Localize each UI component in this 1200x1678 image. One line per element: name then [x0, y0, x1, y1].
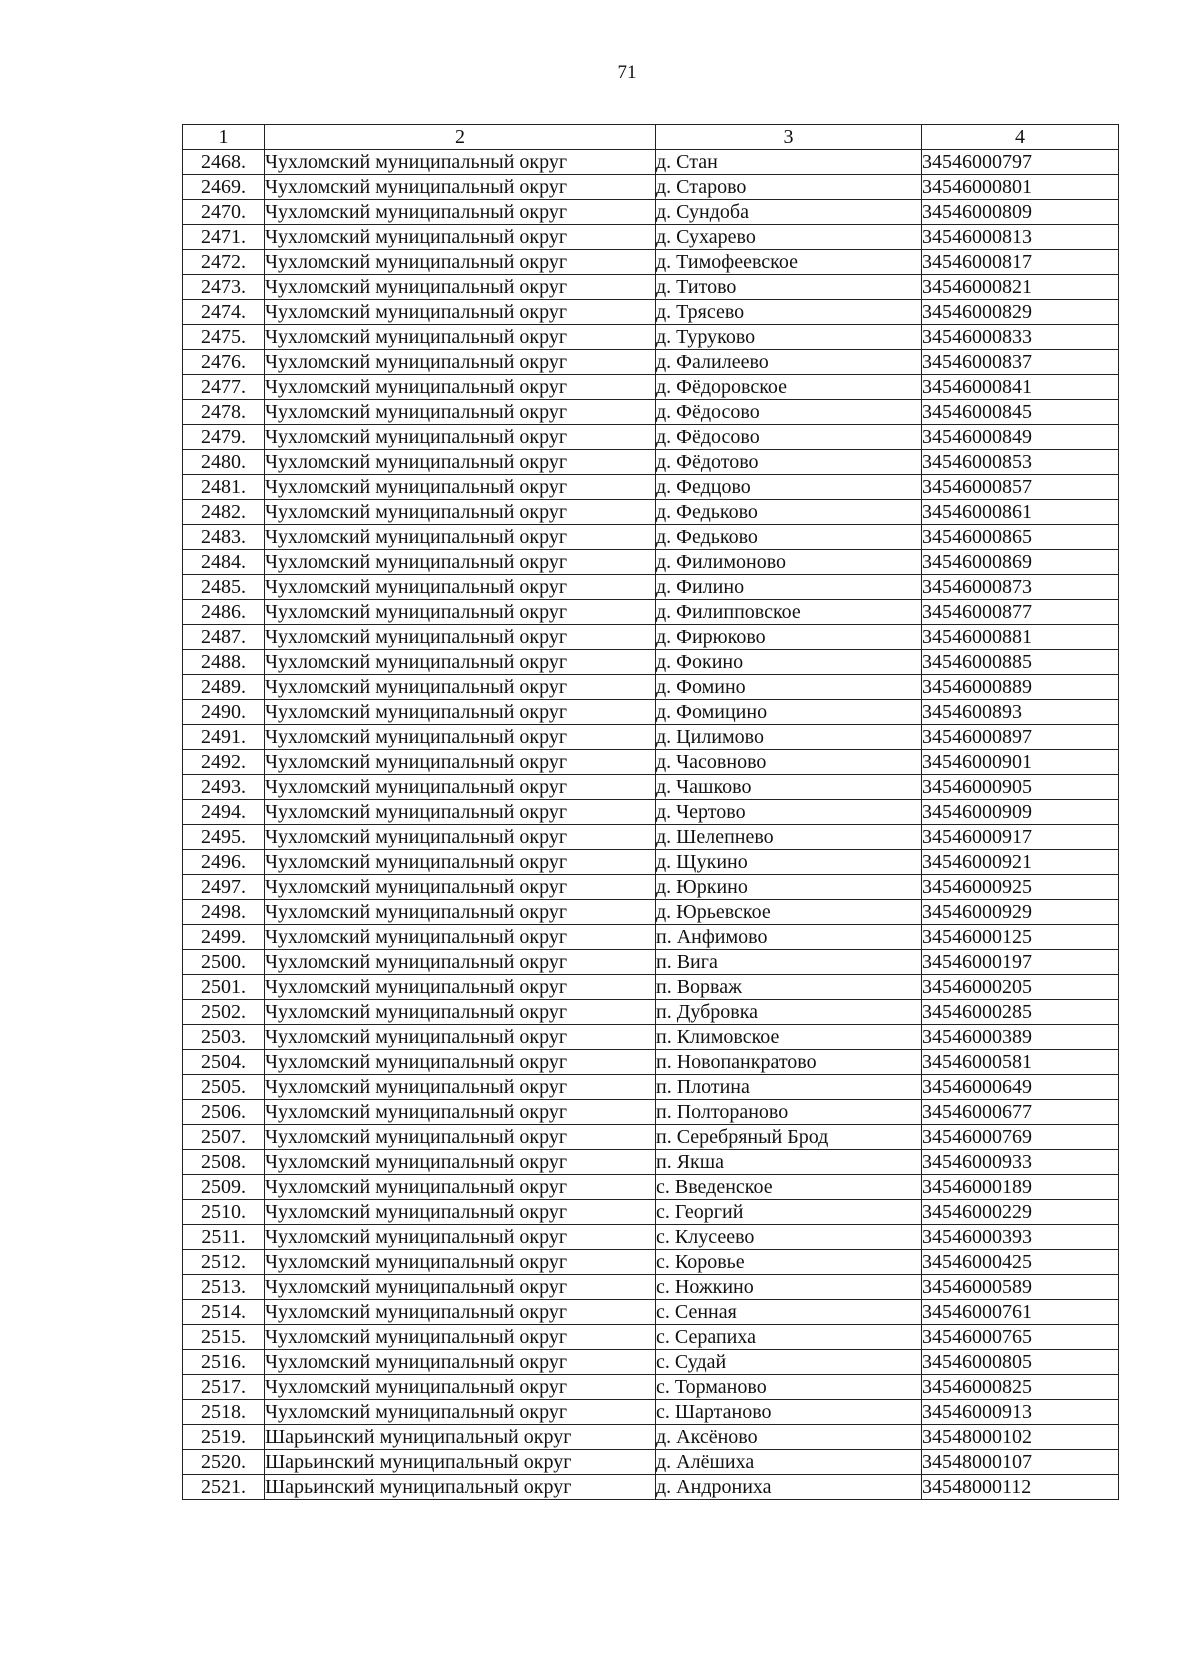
row-number-cell: 2478.: [183, 400, 265, 425]
municipality-cell: Чухломский муниципальный округ: [265, 325, 656, 350]
row-number-cell: 2508.: [183, 1150, 265, 1175]
municipality-cell: Чухломский муниципальный округ: [265, 450, 656, 475]
row-number-cell: 2495.: [183, 825, 265, 850]
oktmo-code-cell: 34546000917: [922, 825, 1119, 850]
oktmo-code-cell: 34546000889: [922, 675, 1119, 700]
settlement-cell: п. Новопанкратово: [656, 1050, 922, 1075]
row-number-cell: 2481.: [183, 475, 265, 500]
municipality-cell: Чухломский муниципальный округ: [265, 1175, 656, 1200]
settlement-cell: д. Фёдосово: [656, 425, 922, 450]
table-row: [183, 200, 1119, 225]
table-row: [183, 325, 1119, 350]
municipality-cell: Чухломский муниципальный округ: [265, 1350, 656, 1375]
municipality-cell: Чухломский муниципальный округ: [265, 1325, 656, 1350]
settlement-cell: д. Стан: [656, 150, 922, 175]
municipality-cell: Чухломский муниципальный округ: [265, 300, 656, 325]
table-row: [183, 550, 1119, 575]
table-header: [183, 125, 1119, 150]
row-number-cell: 2471.: [183, 225, 265, 250]
oktmo-code-cell: 34546000229: [922, 1200, 1119, 1225]
row-number-cell: 2519.: [183, 1425, 265, 1450]
settlement-cell: д. Цилимово: [656, 725, 922, 750]
oktmo-code-cell: 34546000881: [922, 625, 1119, 650]
row-number-cell: 2517.: [183, 1375, 265, 1400]
row-number-cell: 2498.: [183, 900, 265, 925]
settlement-cell: д. Чашково: [656, 775, 922, 800]
municipality-cell: Чухломский муниципальный округ: [265, 800, 656, 825]
settlement-cell: п. Серебряный Брод: [656, 1125, 922, 1150]
table-row: [183, 1125, 1119, 1150]
table-row: [183, 1250, 1119, 1275]
row-number-cell: 2490.: [183, 700, 265, 725]
row-number-cell: 2516.: [183, 1350, 265, 1375]
oktmo-code-cell: 34546000809: [922, 200, 1119, 225]
municipality-cell: Чухломский муниципальный округ: [265, 975, 656, 1000]
municipality-cell: Чухломский муниципальный округ: [265, 1125, 656, 1150]
settlement-cell: д. Филипповское: [656, 600, 922, 625]
settlement-cell: с. Ножкино: [656, 1275, 922, 1300]
oktmo-code-cell: 34546000813: [922, 225, 1119, 250]
oktmo-code-cell: 34546000125: [922, 925, 1119, 950]
row-number-cell: 2500.: [183, 950, 265, 975]
row-number-cell: 2513.: [183, 1275, 265, 1300]
settlement-cell: п. Дубровка: [656, 1000, 922, 1025]
settlement-cell: д. Фомицино: [656, 700, 922, 725]
table-row: [183, 825, 1119, 850]
row-number-cell: 2506.: [183, 1100, 265, 1125]
table-row: [183, 1000, 1119, 1025]
municipality-cell: Чухломский муниципальный округ: [265, 550, 656, 575]
table-row: [183, 350, 1119, 375]
municipality-cell: Чухломский муниципальный округ: [265, 850, 656, 875]
table-row: [183, 850, 1119, 875]
oktmo-code-cell: 34546000865: [922, 525, 1119, 550]
settlement-cell: д. Фёдотово: [656, 450, 922, 475]
table-row: [183, 375, 1119, 400]
settlement-cell: д. Федьково: [656, 500, 922, 525]
settlement-cell: с. Введенское: [656, 1175, 922, 1200]
settlement-cell: п. Вига: [656, 950, 922, 975]
oktmo-code-cell: 34546000837: [922, 350, 1119, 375]
table-row: [183, 225, 1119, 250]
oktmo-code-cell: 34546000913: [922, 1400, 1119, 1425]
settlement-cell: д. Юркино: [656, 875, 922, 900]
settlement-cell: д. Федьково: [656, 525, 922, 550]
municipality-cell: Чухломский муниципальный округ: [265, 400, 656, 425]
table-row: [183, 675, 1119, 700]
row-number-cell: 2515.: [183, 1325, 265, 1350]
row-number-cell: 2505.: [183, 1075, 265, 1100]
row-number-cell: 2497.: [183, 875, 265, 900]
settlement-cell: д. Фомино: [656, 675, 922, 700]
settlement-cell: с. Коровье: [656, 1250, 922, 1275]
table-row: [183, 300, 1119, 325]
row-number-cell: 2502.: [183, 1000, 265, 1025]
oktmo-code-cell: 34546000845: [922, 400, 1119, 425]
table-row: [183, 1400, 1119, 1425]
municipality-cell: Чухломский муниципальный округ: [265, 1150, 656, 1175]
oktmo-code-cell: 34546000925: [922, 875, 1119, 900]
municipality-cell: Чухломский муниципальный округ: [265, 600, 656, 625]
oktmo-code-cell: 34546000909: [922, 800, 1119, 825]
settlement-cell: с. Торманово: [656, 1375, 922, 1400]
settlement-cell: д. Алёшиха: [656, 1450, 922, 1475]
table-row: [183, 150, 1119, 175]
row-number-cell: 2503.: [183, 1025, 265, 1050]
table-row: [183, 250, 1119, 275]
oktmo-code-cell: 34546000189: [922, 1175, 1119, 1200]
municipality-cell: Чухломский муниципальный округ: [265, 825, 656, 850]
settlement-cell: д. Фалилеево: [656, 350, 922, 375]
municipality-cell: Чухломский муниципальный округ: [265, 1225, 656, 1250]
table-row: [183, 900, 1119, 925]
row-number-cell: 2479.: [183, 425, 265, 450]
table-row: [183, 1475, 1119, 1500]
row-number-cell: 2474.: [183, 300, 265, 325]
oktmo-code-cell: 34546000389: [922, 1025, 1119, 1050]
row-number-cell: 2485.: [183, 575, 265, 600]
settlement-cell: д. Федцово: [656, 475, 922, 500]
municipality-cell: Чухломский муниципальный округ: [265, 1300, 656, 1325]
municipality-cell: Чухломский муниципальный округ: [265, 200, 656, 225]
settlement-cell: д. Фирюково: [656, 625, 922, 650]
municipality-cell: Чухломский муниципальный округ: [265, 750, 656, 775]
row-number-cell: 2493.: [183, 775, 265, 800]
settlement-cell: п. Плотина: [656, 1075, 922, 1100]
oktmo-code-cell: 34546000849: [922, 425, 1119, 450]
municipality-cell: Чухломский муниципальный округ: [265, 150, 656, 175]
municipality-cell: Чухломский муниципальный округ: [265, 275, 656, 300]
oktmo-code-cell: 3454600893: [922, 700, 1119, 725]
table-body: [183, 150, 1119, 1500]
oktmo-code-cell: 34546000649: [922, 1075, 1119, 1100]
municipality-cell: Чухломский муниципальный округ: [265, 425, 656, 450]
row-number-cell: 2484.: [183, 550, 265, 575]
municipality-cell: Чухломский муниципальный округ: [265, 1275, 656, 1300]
row-number-cell: 2475.: [183, 325, 265, 350]
settlement-cell: п. Ворваж: [656, 975, 922, 1000]
row-number-cell: 2477.: [183, 375, 265, 400]
table-row: [183, 1175, 1119, 1200]
row-number-cell: 2491.: [183, 725, 265, 750]
municipality-cell: Чухломский муниципальный округ: [265, 1200, 656, 1225]
settlement-cell: п. Полтораново: [656, 1100, 922, 1125]
oktmo-code-cell: 34546000821: [922, 275, 1119, 300]
municipality-cell: Чухломский муниципальный округ: [265, 475, 656, 500]
oktmo-code-cell: 34546000897: [922, 725, 1119, 750]
row-number-cell: 2488.: [183, 650, 265, 675]
municipality-cell: Шарьинский муниципальный округ: [265, 1425, 656, 1450]
row-number-cell: 2496.: [183, 850, 265, 875]
municipality-cell: Чухломский муниципальный округ: [265, 1250, 656, 1275]
oktmo-code-cell: 34546000921: [922, 850, 1119, 875]
row-number-cell: 2520.: [183, 1450, 265, 1475]
settlement-cell: п. Якша: [656, 1150, 922, 1175]
oktmo-code-cell: 34548000107: [922, 1450, 1119, 1475]
municipality-cell: Чухломский муниципальный округ: [265, 775, 656, 800]
municipality-cell: Шарьинский муниципальный округ: [265, 1450, 656, 1475]
oktmo-code-cell: 34548000102: [922, 1425, 1119, 1450]
table-row: [183, 950, 1119, 975]
row-number-cell: 2482.: [183, 500, 265, 525]
oktmo-code-cell: 34546000877: [922, 600, 1119, 625]
row-number-cell: 2504.: [183, 1050, 265, 1075]
oktmo-code-cell: 34546000205: [922, 975, 1119, 1000]
municipality-cell: Чухломский муниципальный округ: [265, 500, 656, 525]
row-number-cell: 2487.: [183, 625, 265, 650]
table-row: [183, 1100, 1119, 1125]
settlement-cell: п. Климовское: [656, 1025, 922, 1050]
row-number-cell: 2468.: [183, 150, 265, 175]
settlement-cell: п. Анфимово: [656, 925, 922, 950]
municipality-cell: Чухломский муниципальный округ: [265, 575, 656, 600]
municipality-cell: Чухломский муниципальный округ: [265, 1000, 656, 1025]
row-number-cell: 2489.: [183, 675, 265, 700]
oktmo-code-cell: 34546000801: [922, 175, 1119, 200]
table-row: [183, 175, 1119, 200]
settlement-cell: д. Фёдосово: [656, 400, 922, 425]
table-row: [183, 500, 1119, 525]
municipality-cell: Чухломский муниципальный округ: [265, 950, 656, 975]
row-number-cell: 2480.: [183, 450, 265, 475]
settlement-cell: д. Старово: [656, 175, 922, 200]
table-row: [183, 700, 1119, 725]
table-row: [183, 275, 1119, 300]
header-row: [183, 125, 1119, 150]
settlement-cell: д. Филино: [656, 575, 922, 600]
municipality-cell: Чухломский муниципальный округ: [265, 1050, 656, 1075]
table-row: [183, 1225, 1119, 1250]
settlement-cell: д. Андрониха: [656, 1475, 922, 1500]
oktmo-code-cell: 34546000285: [922, 1000, 1119, 1025]
municipality-cell: Чухломский муниципальный округ: [265, 675, 656, 700]
header-col-4: 4: [922, 125, 1119, 150]
row-number-cell: 2492.: [183, 750, 265, 775]
table-row: [183, 1375, 1119, 1400]
row-number-cell: 2514.: [183, 1300, 265, 1325]
settlement-cell: с. Георгий: [656, 1200, 922, 1225]
header-col-1: 1: [183, 125, 265, 150]
table-row: [183, 1275, 1119, 1300]
table-row: [183, 775, 1119, 800]
municipality-cell: Чухломский муниципальный округ: [265, 875, 656, 900]
settlement-cell: д. Туруково: [656, 325, 922, 350]
row-number-cell: 2521.: [183, 1475, 265, 1500]
municipality-cell: Чухломский муниципальный округ: [265, 1075, 656, 1100]
municipality-cell: Чухломский муниципальный округ: [265, 175, 656, 200]
oktmo-code-cell: 34546000769: [922, 1125, 1119, 1150]
settlement-registry-table: [182, 124, 1119, 1500]
oktmo-code-cell: 34546000853: [922, 450, 1119, 475]
oktmo-code-cell: 34546000933: [922, 1150, 1119, 1175]
settlement-cell: д. Чертово: [656, 800, 922, 825]
table-row: [183, 600, 1119, 625]
table-row: [183, 450, 1119, 475]
oktmo-code-cell: 34546000857: [922, 475, 1119, 500]
row-number-cell: 2476.: [183, 350, 265, 375]
oktmo-code-cell: 34546000797: [922, 150, 1119, 175]
row-number-cell: 2501.: [183, 975, 265, 1000]
row-number-cell: 2472.: [183, 250, 265, 275]
row-number-cell: 2518.: [183, 1400, 265, 1425]
oktmo-code-cell: 34546000677: [922, 1100, 1119, 1125]
table-row: [183, 1325, 1119, 1350]
municipality-cell: Чухломский муниципальный округ: [265, 525, 656, 550]
row-number-cell: 2509.: [183, 1175, 265, 1200]
settlement-cell: д. Щукино: [656, 850, 922, 875]
municipality-cell: Чухломский муниципальный округ: [265, 925, 656, 950]
row-number-cell: 2507.: [183, 1125, 265, 1150]
row-number-cell: 2499.: [183, 925, 265, 950]
oktmo-code-cell: 34546000197: [922, 950, 1119, 975]
row-number-cell: 2470.: [183, 200, 265, 225]
oktmo-code-cell: 34546000833: [922, 325, 1119, 350]
page-number: 71: [617, 62, 637, 83]
table-row: [183, 575, 1119, 600]
oktmo-code-cell: 34546000905: [922, 775, 1119, 800]
oktmo-code-cell: 34546000873: [922, 575, 1119, 600]
table-row: [183, 925, 1119, 950]
municipality-cell: Чухломский муниципальный округ: [265, 1375, 656, 1400]
settlement-cell: с. Судай: [656, 1350, 922, 1375]
municipality-cell: Чухломский муниципальный округ: [265, 900, 656, 925]
table-row: [183, 1150, 1119, 1175]
municipality-cell: Чухломский муниципальный округ: [265, 1100, 656, 1125]
municipality-cell: Чухломский муниципальный округ: [265, 725, 656, 750]
row-number-cell: 2512.: [183, 1250, 265, 1275]
oktmo-code-cell: 34546000817: [922, 250, 1119, 275]
settlement-cell: д. Тимофеевское: [656, 250, 922, 275]
settlement-cell: с. Клусеево: [656, 1225, 922, 1250]
settlement-cell: д. Юрьевское: [656, 900, 922, 925]
municipality-cell: Чухломский муниципальный округ: [265, 1025, 656, 1050]
table-row: [183, 1450, 1119, 1475]
oktmo-code-cell: 34546000829: [922, 300, 1119, 325]
municipality-cell: Чухломский муниципальный округ: [265, 250, 656, 275]
table-row: [183, 425, 1119, 450]
settlement-cell: д. Шелепнево: [656, 825, 922, 850]
settlement-cell: с. Сенная: [656, 1300, 922, 1325]
municipality-cell: Чухломский муниципальный округ: [265, 1400, 656, 1425]
header-col-2: 2: [265, 125, 656, 150]
table-row: [183, 1025, 1119, 1050]
table-row: [183, 750, 1119, 775]
settlement-cell: с. Серапиха: [656, 1325, 922, 1350]
oktmo-code-cell: 34546000393: [922, 1225, 1119, 1250]
municipality-cell: Чухломский муниципальный округ: [265, 700, 656, 725]
table-row: [183, 625, 1119, 650]
settlement-cell: д. Фёдоровское: [656, 375, 922, 400]
oktmo-code-cell: 34546000841: [922, 375, 1119, 400]
header-col-3: 3: [656, 125, 922, 150]
table-row: [183, 1300, 1119, 1325]
oktmo-code-cell: 34546000765: [922, 1325, 1119, 1350]
settlement-cell: д. Сундоба: [656, 200, 922, 225]
table-row: [183, 650, 1119, 675]
settlement-cell: д. Фокино: [656, 650, 922, 675]
municipality-cell: Чухломский муниципальный округ: [265, 350, 656, 375]
table-row: [183, 1050, 1119, 1075]
table-row: [183, 1425, 1119, 1450]
municipality-cell: Шарьинский муниципальный округ: [265, 1475, 656, 1500]
oktmo-code-cell: 34546000589: [922, 1275, 1119, 1300]
table-row: [183, 975, 1119, 1000]
municipality-cell: Чухломский муниципальный округ: [265, 375, 656, 400]
row-number-cell: 2494.: [183, 800, 265, 825]
table-row: [183, 1200, 1119, 1225]
settlement-cell: д. Титово: [656, 275, 922, 300]
settlement-cell: д. Трясево: [656, 300, 922, 325]
table-row: [183, 725, 1119, 750]
table-row: [183, 1350, 1119, 1375]
oktmo-code-cell: 34546000885: [922, 650, 1119, 675]
table-row: [183, 800, 1119, 825]
oktmo-code-cell: 34546000425: [922, 1250, 1119, 1275]
oktmo-code-cell: 34546000825: [922, 1375, 1119, 1400]
settlement-cell: с. Шартаново: [656, 1400, 922, 1425]
row-number-cell: 2486.: [183, 600, 265, 625]
table-row: [183, 1075, 1119, 1100]
row-number-cell: 2473.: [183, 275, 265, 300]
oktmo-code-cell: 34546000929: [922, 900, 1119, 925]
oktmo-code-cell: 34546000861: [922, 500, 1119, 525]
settlement-cell: д. Часовново: [656, 750, 922, 775]
settlement-cell: д. Сухарево: [656, 225, 922, 250]
oktmo-code-cell: 34546000761: [922, 1300, 1119, 1325]
oktmo-code-cell: 34546000901: [922, 750, 1119, 775]
table-row: [183, 525, 1119, 550]
row-number-cell: 2483.: [183, 525, 265, 550]
municipality-cell: Чухломский муниципальный округ: [265, 625, 656, 650]
oktmo-code-cell: 34546000869: [922, 550, 1119, 575]
settlement-cell: д. Филимоново: [656, 550, 922, 575]
table-row: [183, 400, 1119, 425]
oktmo-code-cell: 34548000112: [922, 1475, 1119, 1500]
row-number-cell: 2469.: [183, 175, 265, 200]
table-row: [183, 475, 1119, 500]
row-number-cell: 2511.: [183, 1225, 265, 1250]
oktmo-code-cell: 34546000805: [922, 1350, 1119, 1375]
oktmo-code-cell: 34546000581: [922, 1050, 1119, 1075]
row-number-cell: 2510.: [183, 1200, 265, 1225]
municipality-cell: Чухломский муниципальный округ: [265, 650, 656, 675]
municipality-cell: Чухломский муниципальный округ: [265, 225, 656, 250]
table-row: [183, 875, 1119, 900]
settlement-cell: д. Аксёново: [656, 1425, 922, 1450]
